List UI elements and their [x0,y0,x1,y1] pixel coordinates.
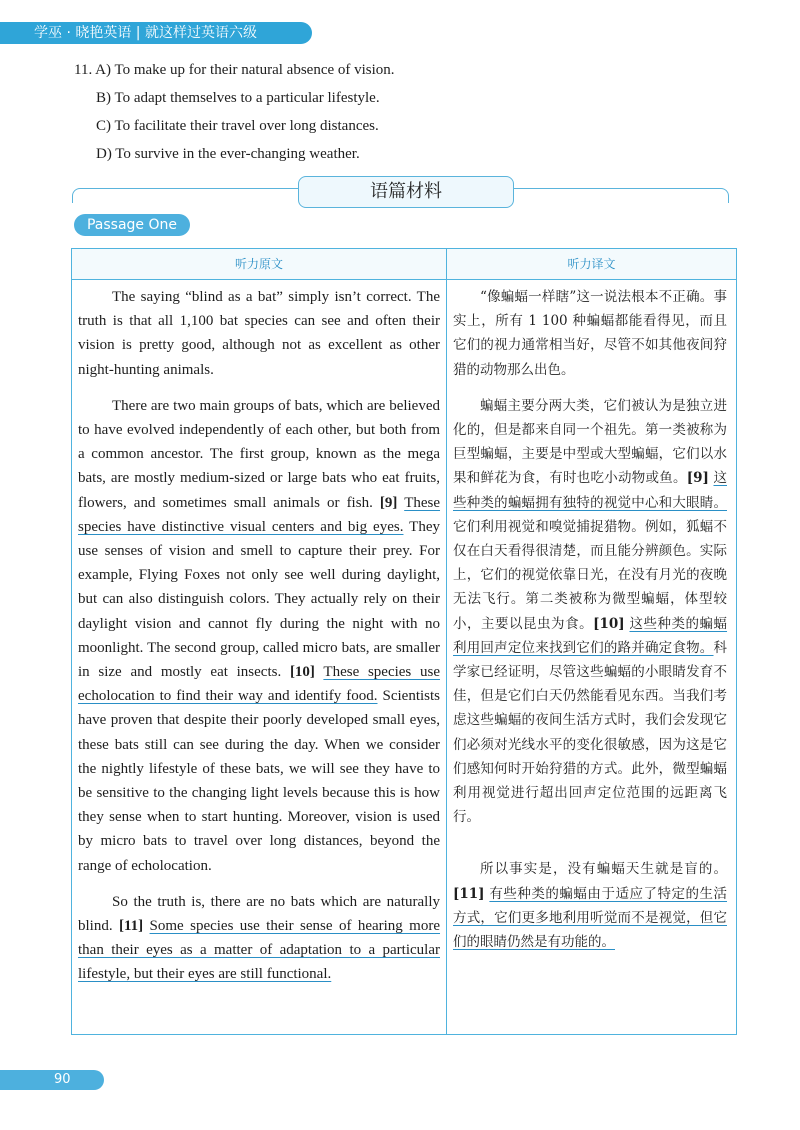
col-left-title: 听力原文 [234,257,283,271]
zh-paragraph-1: “像蝙蝠一样瞎”这一说法根本不正确。事实上，所有 1 100 种蝙蝠都能看得见，而且它们的视力通常相当好，尽管不如其他夜间狩猎的动物那么出色。 [453,289,727,378]
zh-answer-sentence-10: 这些种类的蝙蝠利用回声定位来找到它们的路并确定食物。 [453,615,728,656]
column-divider [446,249,447,1034]
section-title: 语篇材料 [298,176,514,208]
zh-answer-marker-10: [10] [593,615,625,632]
question-options [74,56,395,168]
col-right-title: 听力译文 [567,257,616,271]
table-header [72,249,736,280]
question-number: 11. [74,62,93,78]
answer-marker-11: [11] [118,918,144,935]
zh-answer-sentence-9: 这些种类的蝙蝠拥有独特的视觉中心和大眼睛。 [453,470,727,511]
transcript-table [71,248,737,1035]
en-paragraph-1: The saying “blind as a bat” simply isn’t correct. The truth is that all 1,100 bat species can see and often their vision is pretty good, although not as excellent as other night-hunting animals. [78,289,440,378]
answer-marker-10: [10] [289,664,315,681]
en-paragraph-3: So the truth is, there are no bats which are naturally blind. [11] Some species use their sense of hearing more than their eyes as a matter of adaptation to a particular lifestyle, but their eyes are still functional. [78,893,441,983]
passage-label: Passage One [74,214,190,236]
answer-sentence-11: Some species use their sense of hearing more than their eyes as a matter of adaptation to a particular lifestyle, but their eyes are still functional. [78,918,441,983]
page-number: 90 [0,1070,104,1090]
zh-paragraph-2: 蝙蝠主要分两大类，它们被认为是独立进化的，但是都来自同一个祖先。第一类被称为巨型蝙蝠，主要是中型或大型蝙蝠，它们以水果和鲜花为食，有时也吃小动物或鱼。[9] 这些种类的蝙蝠拥有独特的视觉中心和大眼睛。它们利用视觉和嗅觉捕捉猎物。例如，狐蝠不仅在白天看得很清楚，而且能分辨颜色。实际上，它们的视觉依靠日光，在没有月光的夜晚无法飞行。第二类被称为微型蝙蝠，体型较小，主要以昆虫为食。[10] 这些种类的蝙蝠利用回声定位来找到它们的路并确定食物。科学家已经证明，尽管这些蝙蝠的小眼睛发育不佳，但是它们白天仍然能看见东西。当我们考虑这些蝙蝠的夜间生活方式时，我们会发现它们必须对光线水平的变化很敏感，因为这是它们感知何时开始狩猎的方式。此外，微型蝙蝠利用视觉进行超出回声定位范围的远距离飞行。 [453,397,728,826]
question-option-b: B) To adapt themselves to a particular lifestyle. [96,90,380,106]
answer-sentence-9: These species have distinctive visual centers and big eyes. [78,494,441,535]
section-rule-right [512,188,720,189]
english-transcript [78,285,440,999]
zh-answer-sentence-11: 有些种类的蝙蝠由于适应了特定的生活方式，它们更多地利用听觉而不是视觉，但它们的眼睛仍然是有功能的。 [453,885,728,951]
answer-marker-9: [9] [379,494,398,511]
question-option-a: 11. A) To make up for their natural absence of vision. [74,62,395,78]
answer-sentence-10: These species use echolocation to find their way and identify food. [78,664,440,705]
book-header-bar: 学巫 · 晓艳英语 | 就这样过英语六级 [0,22,312,44]
question-option-c: C) To facilitate their travel over long distances. [96,118,379,134]
section-rule-left [80,188,298,189]
section-rule-cap-left [72,188,81,203]
zh-answer-marker-11: [11] [453,885,485,902]
zh-answer-marker-9: [9] [686,470,709,487]
zh-paragraph-3: 所以事实是，没有蝙蝠天生就是盲的。[11] 有些种类的蝙蝠由于适应了特定的生活方式，它们更多地利用听觉而不是视觉，但它们的眼睛仍然是有功能的。 [453,861,728,951]
section-rule-cap-right [720,188,729,203]
question-option-d: D) To survive in the ever-changing weather. [96,146,360,162]
chinese-translation [453,285,727,966]
en-paragraph-2: There are two main groups of bats, which are believed to have evolved independently of each other, but both from a common ancestor. The first group, known as the mega bats, are mostly medium-sized or large bats who eat fruits, flowers, and sometimes small animals or fish. [9] These species have distinctive visual centers and big eyes. They use senses of vision and smell to capture their prey. For example, Flying Foxes not only see well during daylight, but can also distinguish colors. They actually rely on their daylight vision and cannot fly during the night with no moonlight. The second group, called micro bats, are smaller in size and mostly eat insects. [10] These species use echolocation to find their way and identify food. Scientists have proven that despite their poorly developed small eyes, these bats still can see during the day. When we consider the nightly lifestyle of these bats, we will see they have to be sensitive to the changing light levels because this is how they sense when to start hunting. Moreover, vision is used by micro bats to travel over long distances, beyond the range of echolocation. [78,397,441,874]
